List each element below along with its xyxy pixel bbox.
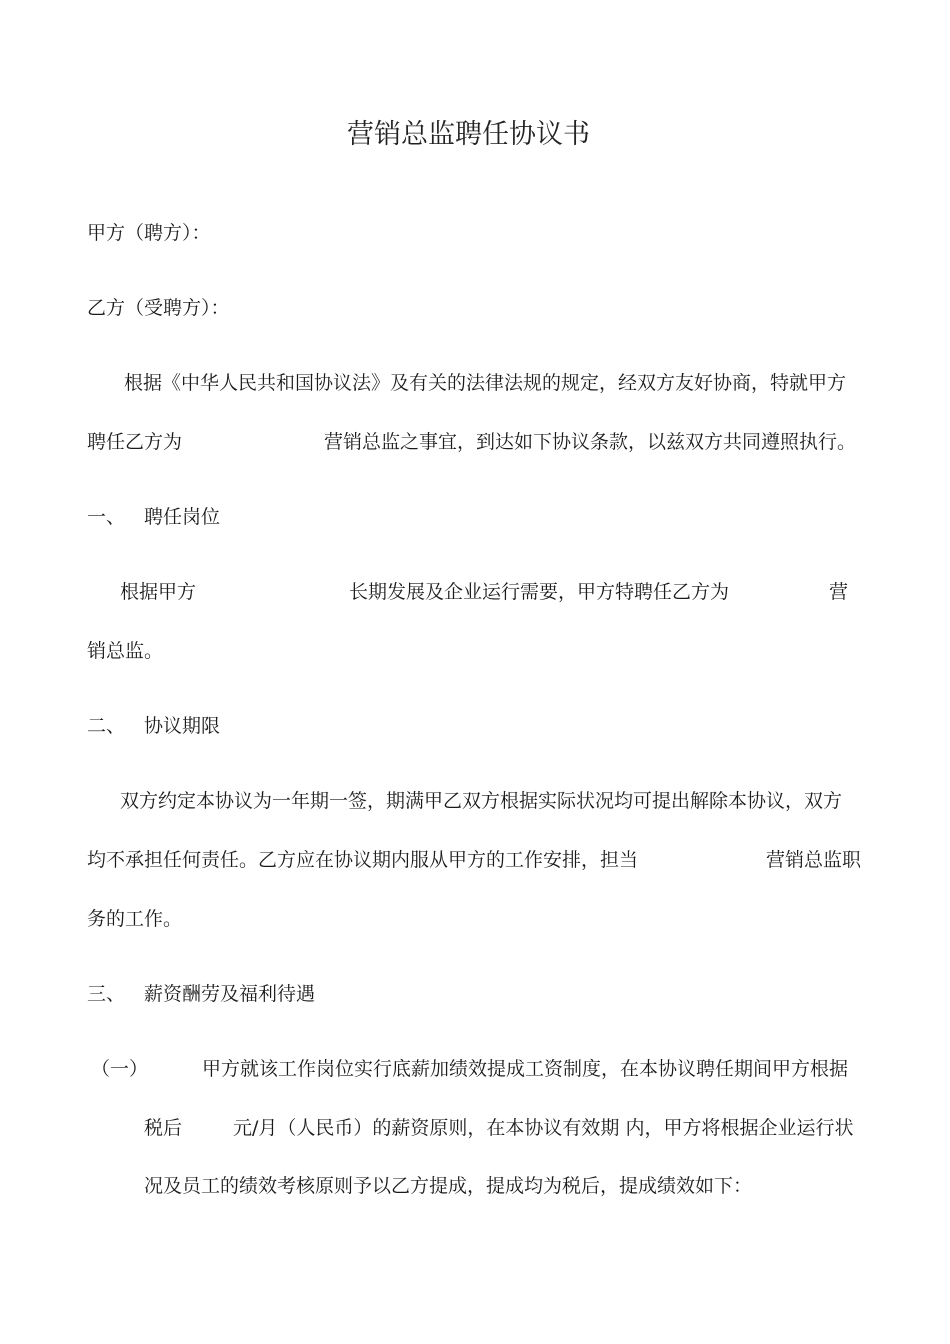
subsection-1-line-2b: 元/月（人民币）的薪资原则，在本协议有效期 内，甲方将根据企业运行状 bbox=[233, 1117, 854, 1139]
intro-line-2-start: 聘任乙方为 bbox=[87, 431, 183, 453]
section-3-number: 三、 bbox=[87, 983, 126, 1005]
section-1-line-2: 销总监。 bbox=[87, 640, 164, 662]
section-2-line-2b: 营销总监职 bbox=[766, 849, 862, 871]
section-2-heading: 协议期限 bbox=[144, 715, 221, 737]
intro-line-2-end: 营销总监之事宜，到达如下协议条款，以兹双方共同遵照执行。 bbox=[324, 431, 857, 453]
section-2-line-3: 务的工作。 bbox=[87, 908, 183, 930]
section-1-line-1b: 长期发展及企业运行需要，甲方特聘任乙方为 bbox=[349, 581, 730, 603]
section-2-line-2a: 均不承担任何责任。乙方应在协议期内服从甲方的工作安排，担当 bbox=[87, 849, 639, 871]
subsection-1-line-2a: 税后 bbox=[144, 1117, 183, 1139]
subsection-1-line-3: 况及员工的绩效考核原则予以乙方提成，提成均为税后，提成绩效如下： bbox=[144, 1175, 753, 1197]
section-1-line-1a: 根据甲方 bbox=[120, 581, 197, 603]
section-3-heading: 薪资酬劳及福利待遇 bbox=[144, 983, 316, 1005]
party-a-label: 甲方（聘方）： bbox=[87, 222, 211, 244]
section-1-number: 一、 bbox=[87, 506, 126, 528]
party-b-label: 乙方（受聘方）： bbox=[87, 297, 230, 319]
section-1-heading: 聘任岗位 bbox=[144, 506, 221, 528]
subsection-1-number: （一） bbox=[91, 1058, 149, 1080]
section-2-line-1: 双方约定本协议为一年期一签，期满甲乙双方根据实际状况均可提出解除本协议，双方 bbox=[120, 790, 843, 812]
section-2-number: 二、 bbox=[87, 715, 126, 737]
subsection-1-line-1: 甲方就该工作岗位实行底薪加绩效提成工资制度，在本协议聘任期间甲方根据 bbox=[202, 1058, 849, 1080]
section-1-line-1c: 营 bbox=[829, 581, 849, 603]
document-title: 营销总监聘任协议书 bbox=[347, 119, 590, 150]
intro-line-1: 根据《中华人民共和国协议法》及有关的法律法规的规定，经双方友好协商，特就甲方 bbox=[124, 372, 847, 394]
